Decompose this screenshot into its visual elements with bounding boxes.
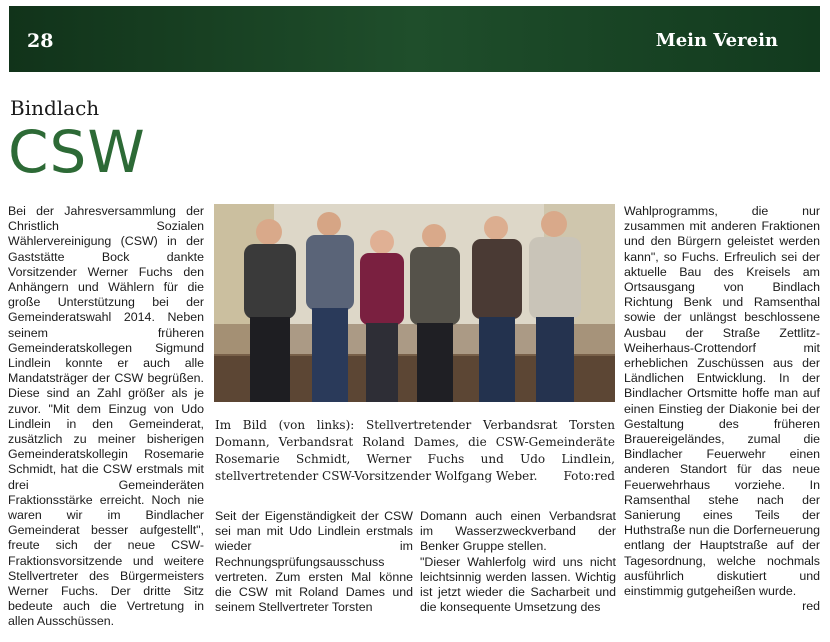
photo-caption (215, 417, 615, 485)
article-place: Bindlach (10, 96, 100, 120)
article-column-2 (215, 509, 413, 615)
article-paragraph: Bei der Jahresversammlung der Christlich Sozialen Wählervereinigung (CSW) in der Gaststätte Bock dankte Vorsitzender Werner Fuchs den Anhängern und Wählern für die große Unterstützung bei der Gemeinderatswahl 2014. Neben seinem früheren Gemeinderatskollegen Sigmund Lindlein konnte er auch alle Mandatsträger der CSW begrüßen. Diese sind an Zahl größer als je zuvor. "Mit dem Einzug von Udo Lindlein in den Gemeinderat, zusätzlich zu meiner bisherigen Gemeinderatskollegin Rosemarie Schmidt, hat die CSW erstmals mit drei Gemeinderäten Fraktionsstärke erreicht. Noch nie waren wir im Bindlacher Gemeinderat besser aufgestellt", freute sich der neue CSW-Fraktionsvorsitzende und weitere Stellvertreter des Bürgermeisters Werner Fuchs. Der dritte Sitz bedeute auch die Vertretung in allen Ausschüssen. (8, 204, 204, 629)
article-column-3 (420, 509, 616, 615)
article-paragraph: Seit der Eigenständigkeit der CSW sei man mit Udo Lindlein erstmals wieder im Rechnungsprüfungsausschuss vertreten. Zum ersten Mal könne die CSW mit Roland Dames und seinem Stellvertreter Torsten (215, 509, 413, 615)
group-photo-illustration (214, 204, 615, 402)
photo-credit: Foto:red (563, 469, 615, 483)
article-paragraph: Wahlprogramms, die nur zusammen mit anderen Fraktionen und den Bürgern geleistet werden kann", so Fuchs. Erfreulich sei der aktuelle Bau des Kreisels am Ortsausgang von Bindlach Richtung Benk und Ramsenthal sowie der unlängst beschlossene Ausbau der Straße Zettlitz-Weiherhaus-Crottendorf mit erheblichen Zuschüssen aus der Ländlichen Entwicklung. In der Bindlacher Ortsmitte hoffe man auf einen Einstieg der Diakonie bei der Gestaltung des früheren Brauereigeländes, zumal die Bindlacher Feuerwehr einen anderen Standort für das neue Feuerwehrhaus vorziehe. In Ramsenthal stehe nach der Sanierung eines Teils der Huthstraße nun die Dorferneuerung entlang der Hauptstraße auf der Tagesordnung, welche nochmals ausführlich diskutiert und einstimmig gutgeheißen wurde. (624, 204, 820, 599)
caption-text: Im Bild (von links): Stellvertretender Verbandsrat Torsten Domann, Verbandsrat Roland Dames, die CSW-Gemeinderäte Rosemarie Schmidt, Werner Fuchs und Udo Lindlein, stellvertretender CSW-Vorsitzender Wolfgang Weber. (215, 418, 615, 483)
article-column-4 (624, 204, 820, 614)
article-paragraph: "Dieser Wahlerfolg wird uns nicht leichtsinnig werden lassen. Wichtig ist jetzt wieder die Sacharbeit und die konsequente Umsetzung des (420, 554, 616, 615)
group-photo (214, 204, 615, 402)
page-header-bar (9, 6, 820, 72)
article-title: CSW (8, 118, 146, 186)
article-paragraph: Domann auch einen Verbandsrat im Wasserzweckverband der Benker Gruppe stellen. (420, 509, 616, 554)
page-number: 28 (27, 30, 54, 52)
article-column-1 (8, 204, 204, 630)
article-author: red (802, 599, 820, 614)
section-title: Mein Verein (655, 30, 778, 51)
